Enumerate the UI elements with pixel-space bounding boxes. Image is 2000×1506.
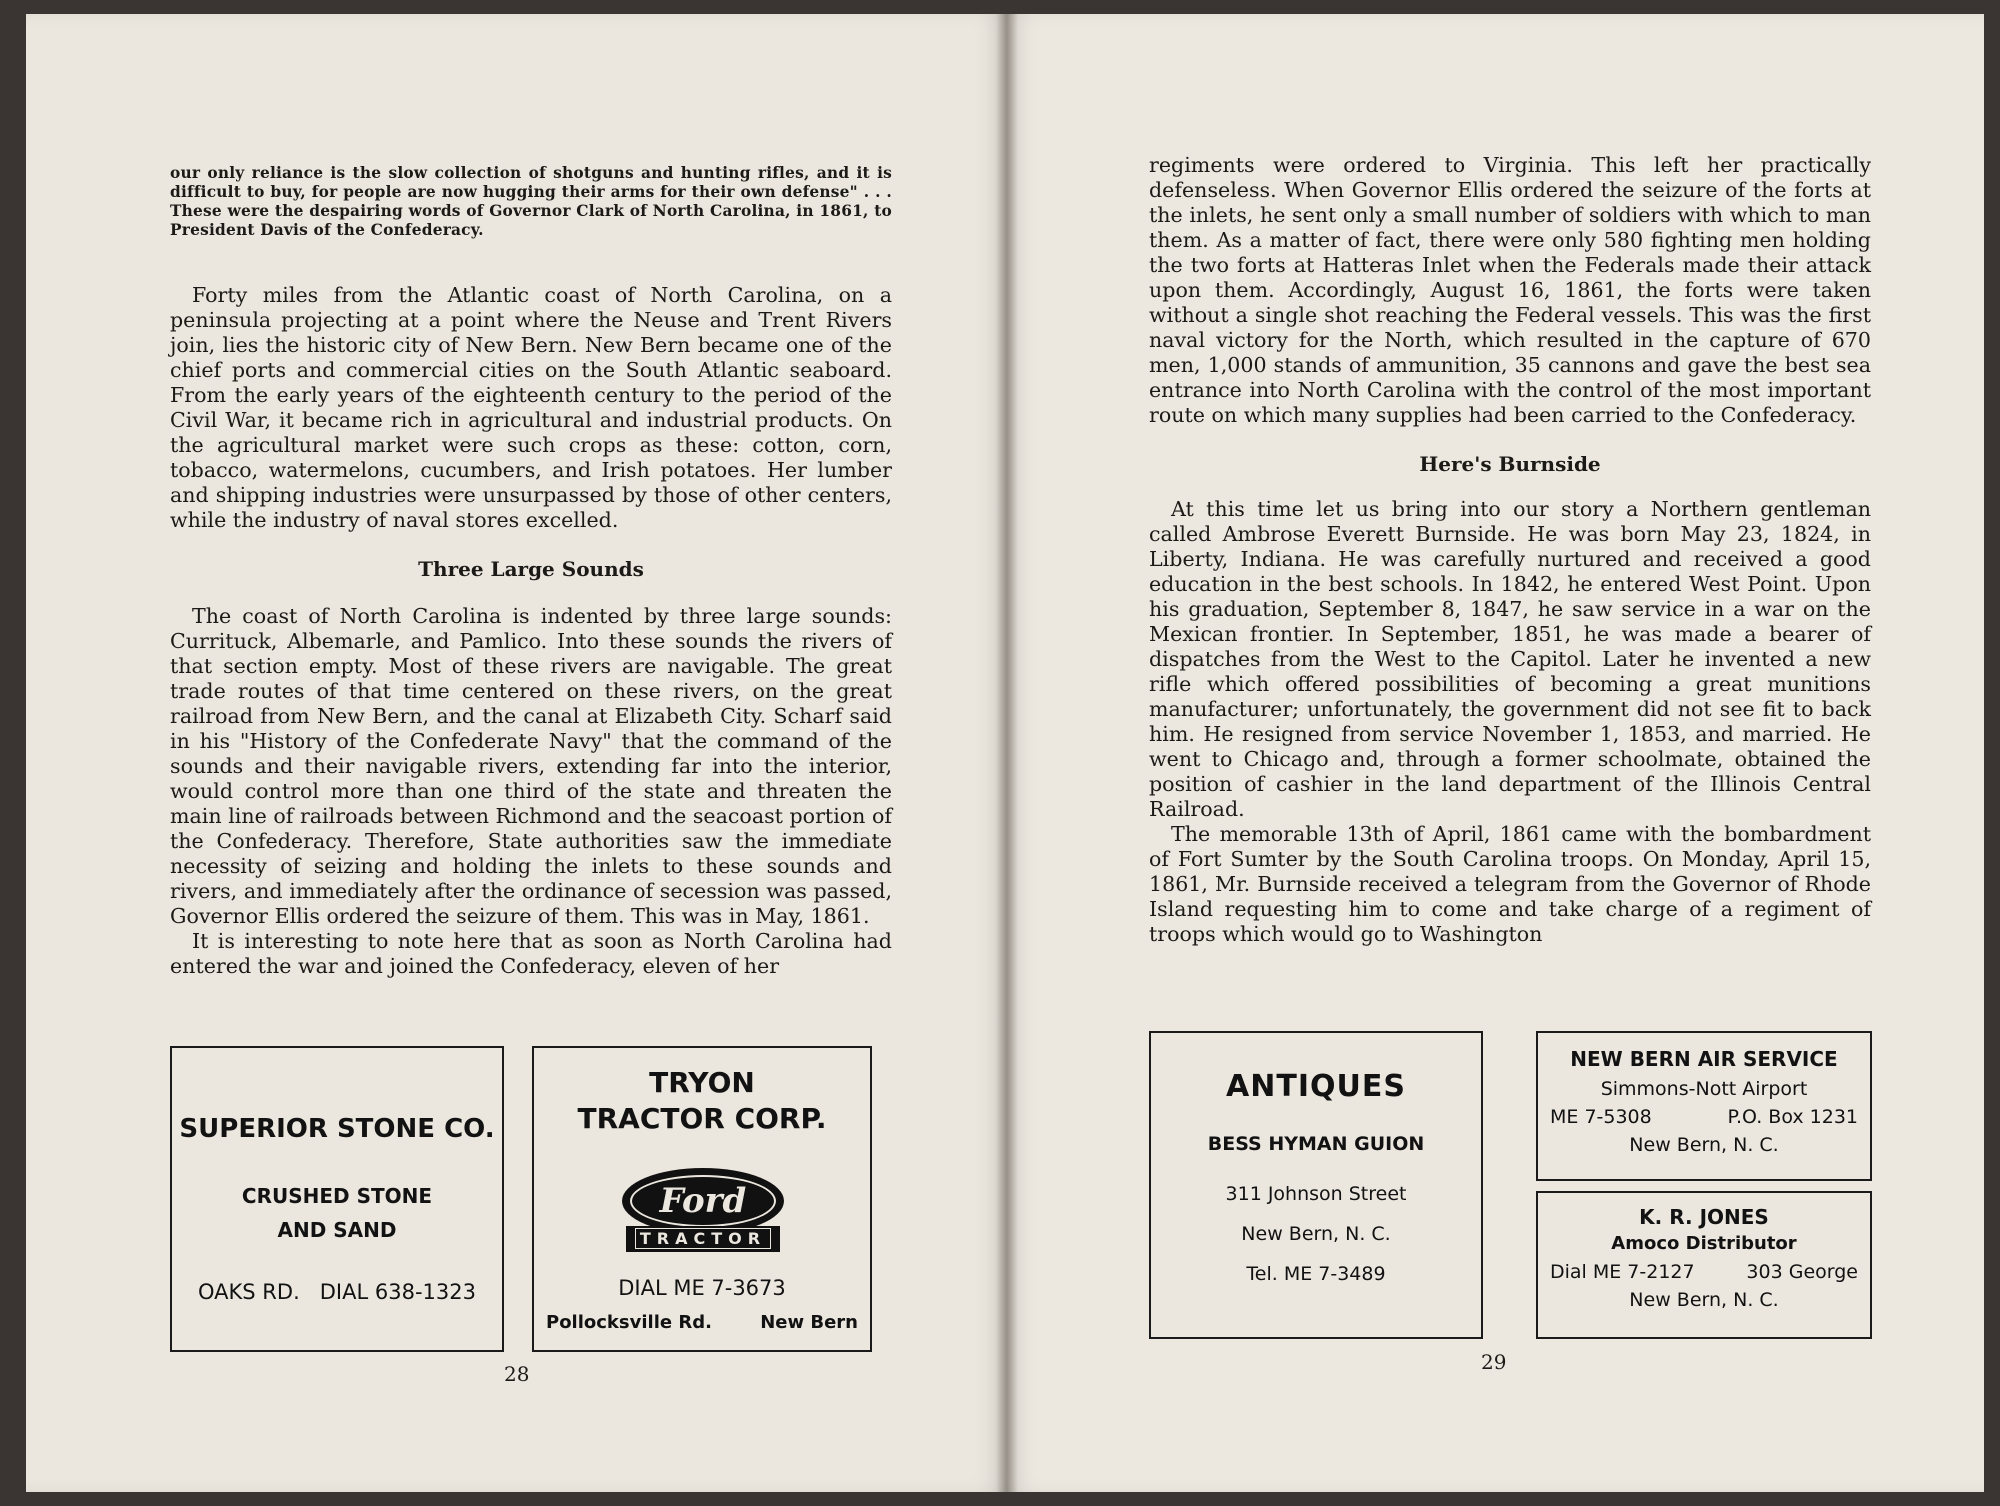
ad-street: 311 Johnson Street <box>1225 1183 1407 1205</box>
ford-logo <box>622 1168 784 1234</box>
right-page <box>1006 14 1984 1492</box>
ad-phone: Tel. ME 7-3489 <box>1246 1263 1386 1285</box>
ad-company-name: TRYON <box>649 1066 755 1099</box>
ad-city: New Bern <box>760 1312 858 1333</box>
ad-phone: ME 7-5308 <box>1550 1106 1652 1128</box>
ad-airport: Simmons-Nott Airport <box>1600 1078 1808 1100</box>
paragraph: Forty miles from the Atlantic coast of North Carolina, on a peninsula projecting at a point where the Neuse and Trent Rivers join, lies the historic city of New Bern. New Bern became one of the chief ports and commercial cities on the South Atlantic seaboard. From the early years of the eighteenth century to the period of the Civil War, it became rich in agricultural and industrial products. On the agricultural market were such crops as these: cotton, corn, tobacco, watermelons, cucumbers, and Irish potatoes. Her lumber and shipping industries were unsurpassed by those of other centers, while the industry of naval stores excelled. <box>170 283 892 532</box>
book-gutter <box>996 14 1018 1492</box>
paragraph: The memorable 13th of April, 1861 came with the bombardment of Fort Sumter by the South Carolina troops. On Monday, April 15, 1861, Mr. Burnside received a telegram from the Governor of Rhode Island requesting him to come and take charge of a regiment of troops which would go to Washington <box>1149 822 1871 946</box>
page-number: 29 <box>1481 1350 1507 1374</box>
ad-address: Pollocksville Rd. <box>546 1312 712 1333</box>
paragraph: It is interesting to note here that as soon as North Carolina had entered the war and joined the Confederacy, eleven of her <box>170 929 892 978</box>
ad-city: New Bern, N. C. <box>1241 1223 1391 1245</box>
left-column <box>170 283 892 979</box>
ad-phone: Dial ME 7-2127 <box>1550 1261 1695 1283</box>
ad-title: K. R. JONES <box>1639 1205 1769 1229</box>
paragraph: The coast of North Carolina is indented by three large sounds: Currituck, Albemarle, and Pamlico. Into these sounds the rivers of that section empty. Most of these rivers are navigable. The great trade routes of that time centered on these rivers, on the great railroad from New Bern, and the canal at Elizabeth City. Scharf said in his "History of the Confederate Navy" that the command of the sounds and their navigable rivers, extending far into the interior, would control more than one third of the state and threaten the main line of railroads between Richmond and the seacoast portion of the Confederacy. Therefore, State authorities saw the immediate necessity of seizing and holding the inlets to these sounds and rivers, and immediately after the ordinance of secession was passed, Governor Ellis ordered the seizure of them. This was in May, 1861. <box>170 604 893 928</box>
paragraph: regiments were ordered to Virginia. This left her practically defenseless. When Governor Ellis ordered the seizure of the forts at the inlets, he sent only a small number of soldiers with which to man them. As a matter of fact, there were only 580 fighting men holding the two forts at Hatteras Inlet when the Federals made their attack upon them. Accordingly, August 16, 1861, the forts were taken without a single shot reaching the Federal vessels. This was the first naval victory for the North, which resulted in the capture of 670 men, 1,000 stands of ammunition, 35 cannons and gave the best sea entrance into North Carolina with the control of the most important route on which many supplies had been carried to the Confederacy. <box>1149 153 1871 427</box>
ad-owner: BESS HYMAN GUION <box>1207 1133 1425 1155</box>
ad-air-service <box>1536 1031 1872 1181</box>
ad-kr-jones <box>1536 1191 1872 1339</box>
ad-company-name: SUPERIOR STONE CO. <box>179 1114 495 1144</box>
ad-superior-stone <box>170 1046 504 1352</box>
opening-quote: our only reliance is the slow collection of shotguns and hunting rifles, and it is difficult to buy, for people are now hugging their arms for their own defense" . . . These were the despairing words of Governor Clark of North Carolina, in 1861, to President Davis of the Confederacy. <box>170 164 892 239</box>
ford-logo-text: Ford <box>630 1175 776 1227</box>
tractor-logo-bar <box>626 1226 780 1252</box>
book-spread <box>26 14 1984 1492</box>
ad-city: New Bern, N. C. <box>1629 1289 1779 1311</box>
ad-street: 303 George <box>1746 1261 1858 1283</box>
section-heading: Here's Burnside <box>1419 452 1601 476</box>
ad-role: Amoco Distributor <box>1611 1233 1797 1254</box>
section-heading: Three Large Sounds <box>418 557 644 581</box>
ad-tryon-tractor <box>532 1046 872 1352</box>
left-page <box>26 14 1006 1492</box>
ad-contact: OAKS RD. DIAL 638-1323 <box>198 1280 476 1304</box>
ad-product-line: CRUSHED STONE <box>241 1184 433 1208</box>
ad-title: ANTIQUES <box>1226 1069 1406 1104</box>
ad-po-box: P.O. Box 1231 <box>1727 1106 1858 1128</box>
ad-antiques <box>1149 1031 1483 1339</box>
ad-phone: DIAL ME 7-3673 <box>618 1276 786 1300</box>
page-number: 28 <box>504 1362 530 1386</box>
ad-product-line: AND SAND <box>277 1218 397 1242</box>
paragraph: At this time let us bring into our story a Northern gentleman called Ambrose Everett Burnside. He was born May 23, 1824, in Liberty, Indiana. He was carefully nurtured and received a good education in the best schools. In 1842, he entered West Point. Upon his graduation, September 8, 1847, he saw service in a war on the Mexican frontier. In September, 1851, he was made a bearer of dispatches from the West to the Capitol. Later he invented a new rifle which offered possibilities of becoming a great munitions manufacturer; unfortunately, the government did not see fit to back him. He resigned from service November 1, 1853, and married. He went to Chicago and, through a former schoolmate, obtained the position of cashier in the land department of the Illinois Central Railroad. <box>1149 497 1871 821</box>
ad-city: New Bern, N. C. <box>1629 1134 1779 1156</box>
ad-title: NEW BERN AIR SERVICE <box>1570 1047 1838 1071</box>
right-column <box>1149 153 1871 947</box>
ad-company-name: TRACTOR CORP. <box>577 1102 827 1135</box>
tractor-logo-text: TRACTOR <box>635 1228 771 1249</box>
